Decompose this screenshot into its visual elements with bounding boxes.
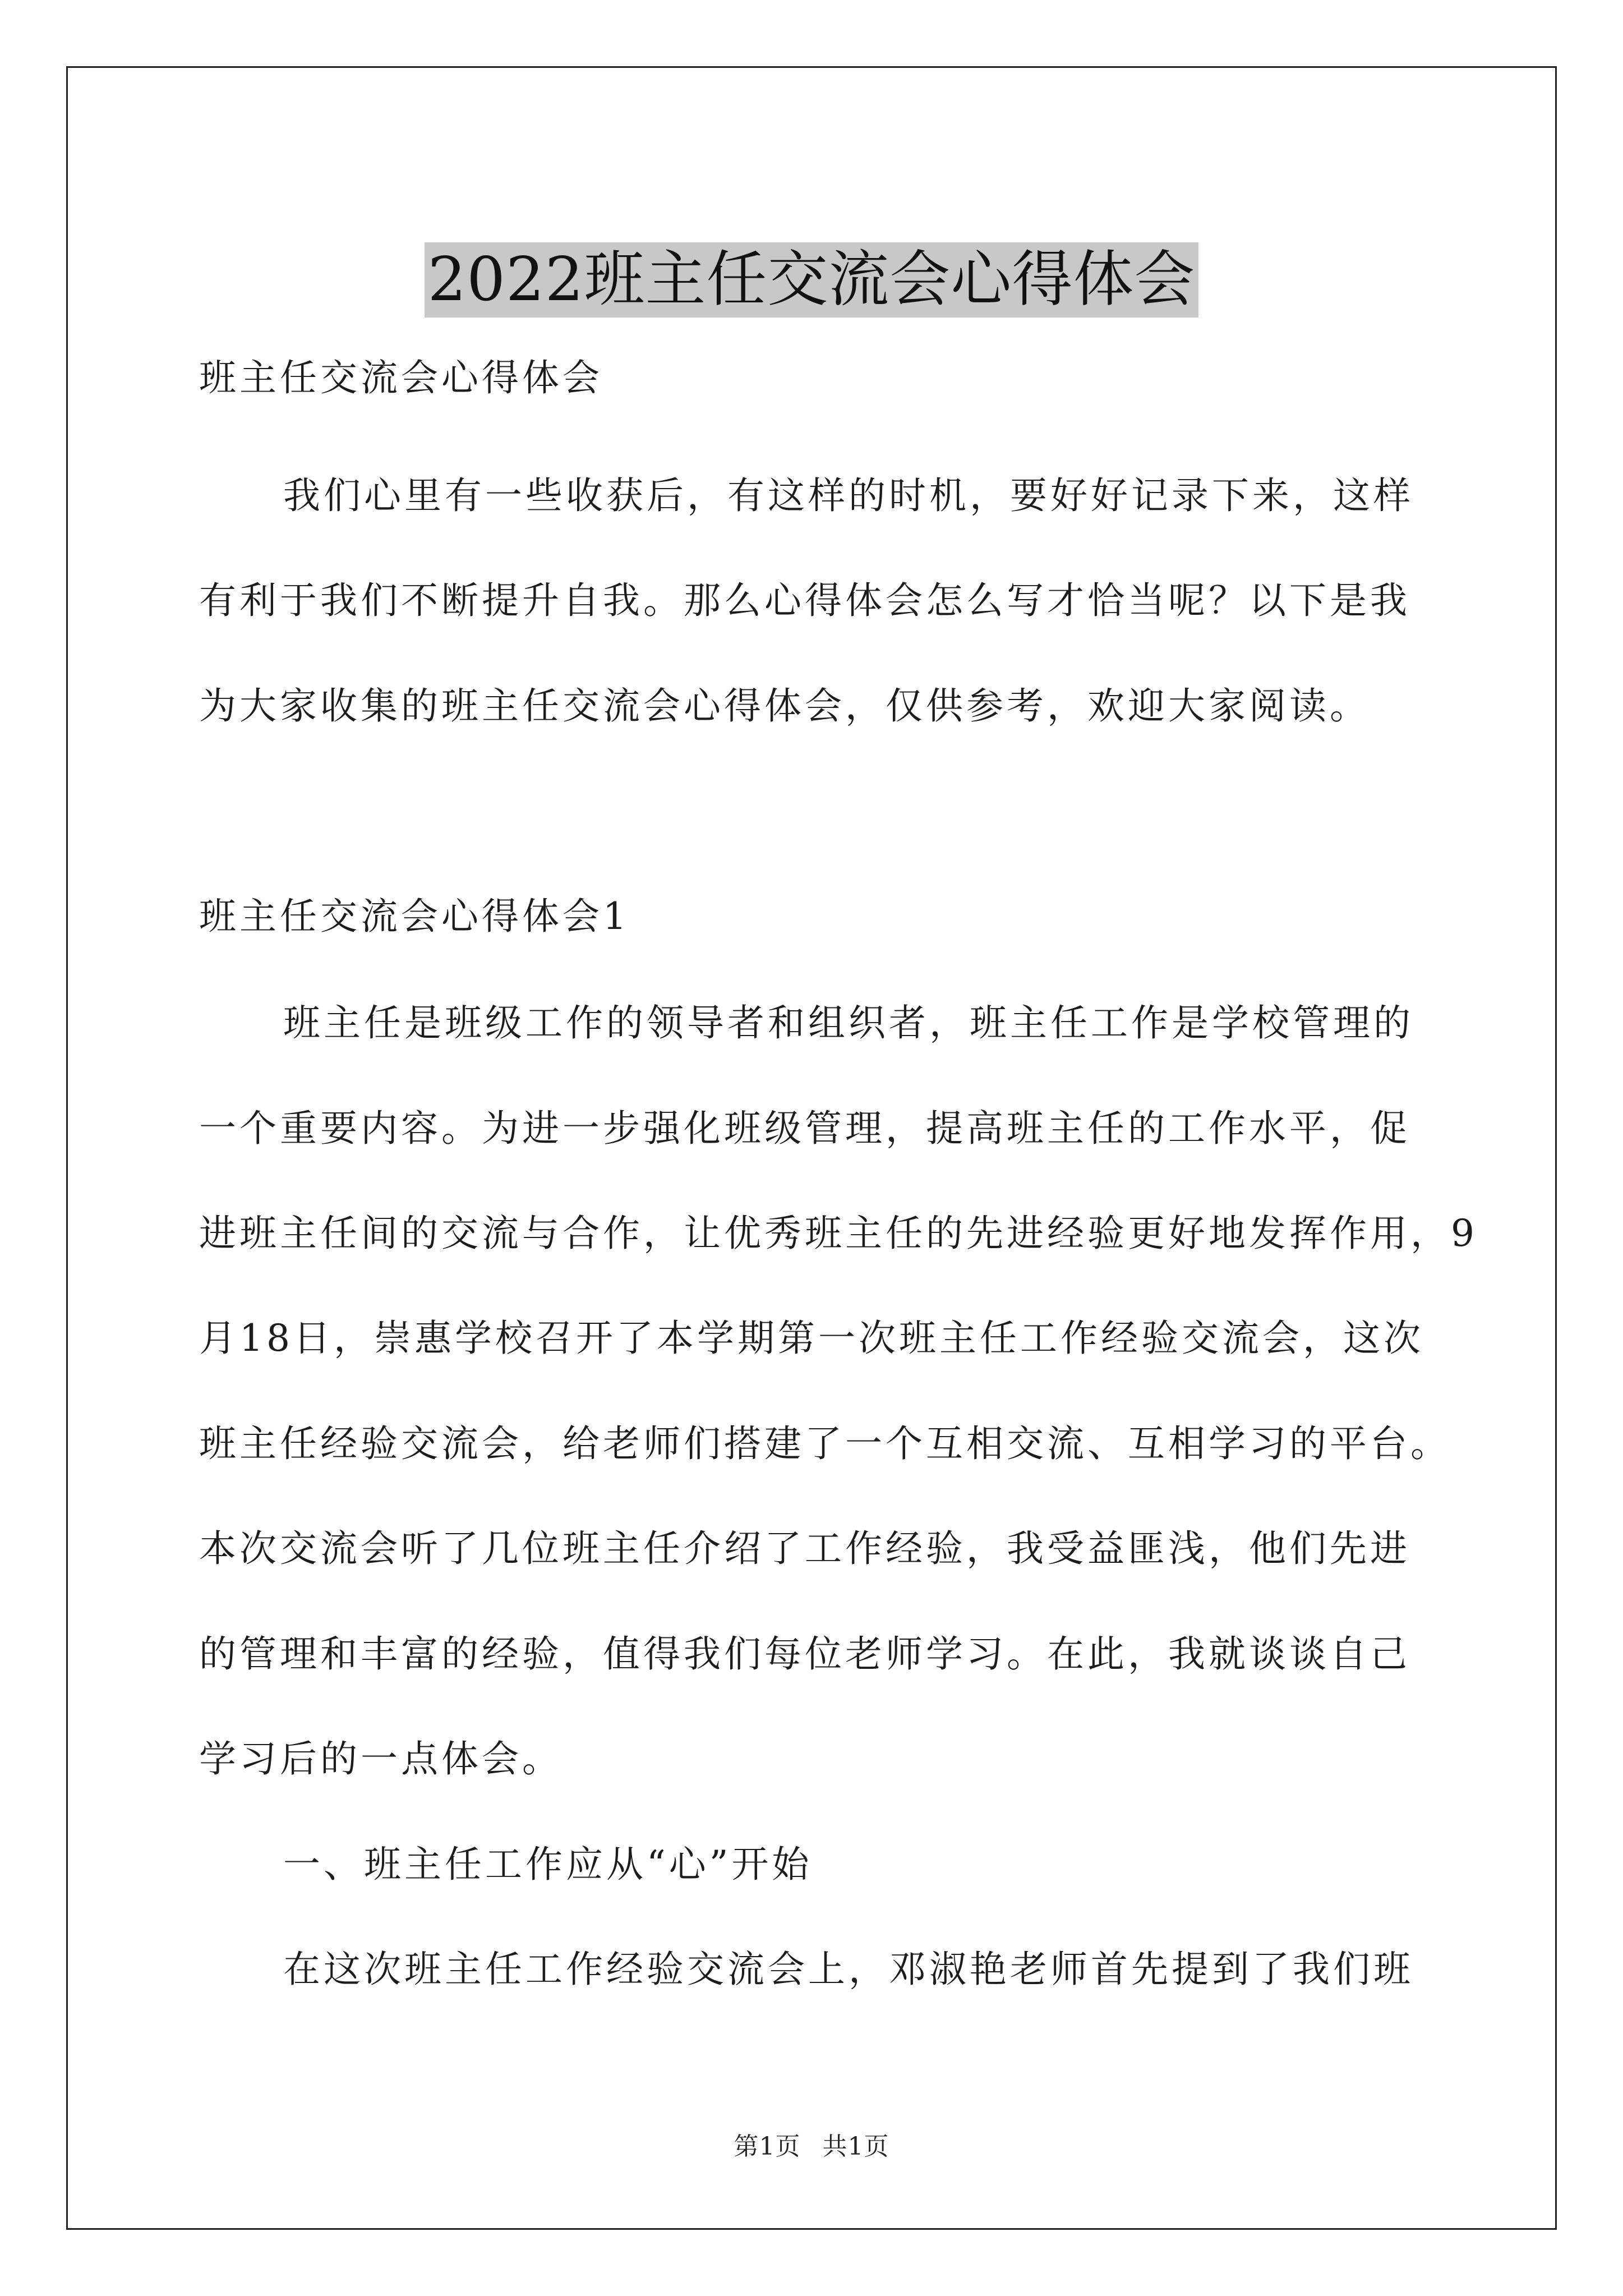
paragraph-line: 班主任是班级工作的领导者和组织者，班主任工作是学校管理的 <box>283 1001 1414 1045</box>
section-heading: 班主任交流会心得体会 <box>199 356 603 399</box>
paragraph-line: 我们心里有一些收获后，有这样的时机，要好好记录下来，这样 <box>283 474 1414 517</box>
paragraph-line: 一个重要内容。为进一步强化班级管理，提高班主任的工作水平，促 <box>199 1107 1410 1150</box>
paragraph-line: 月18日，崇惠学校召开了本学期第一次班主任工作经验交流会，这次 <box>199 1317 1424 1360</box>
subsection-heading: 一、班主任工作应从“心”开始 <box>283 1843 813 1886</box>
page-number: 第1页 <box>734 2132 801 2161</box>
paragraph-line: 进班主任间的交流与合作，让优秀班主任的先进经验更好地发挥作用，9 <box>199 1212 1478 1255</box>
title-container <box>0 202 1623 358</box>
paragraph-line: 在这次班主任工作经验交流会上，邓淑艳老师首先提到了我们班 <box>283 1948 1414 1991</box>
section-heading: 班主任交流会心得体会1 <box>199 895 630 938</box>
page-footer <box>0 2126 1623 2162</box>
paragraph-line: 的管理和丰富的经验，值得我们每位老师学习。在此，我就谈谈自己 <box>199 1632 1410 1676</box>
page-total: 共1页 <box>822 2132 889 2161</box>
paragraph-line: 为大家收集的班主任交流会心得体会，仅供参考，欢迎大家阅读。 <box>199 684 1370 728</box>
document-title: 2022班主任交流会心得体会 <box>425 242 1199 318</box>
paragraph-line: 有利于我们不断提升自我。那么心得体会怎么写才恰当呢？以下是我 <box>199 579 1410 622</box>
paragraph-line: 本次交流会听了几位班主任介绍了工作经验，我受益匪浅，他们先进 <box>199 1527 1410 1570</box>
paragraph-line: 学习后的一点体会。 <box>199 1737 562 1780</box>
paragraph-line: 班主任经验交流会，给老师们搭建了一个互相交流、互相学习的平台。 <box>199 1422 1451 1465</box>
